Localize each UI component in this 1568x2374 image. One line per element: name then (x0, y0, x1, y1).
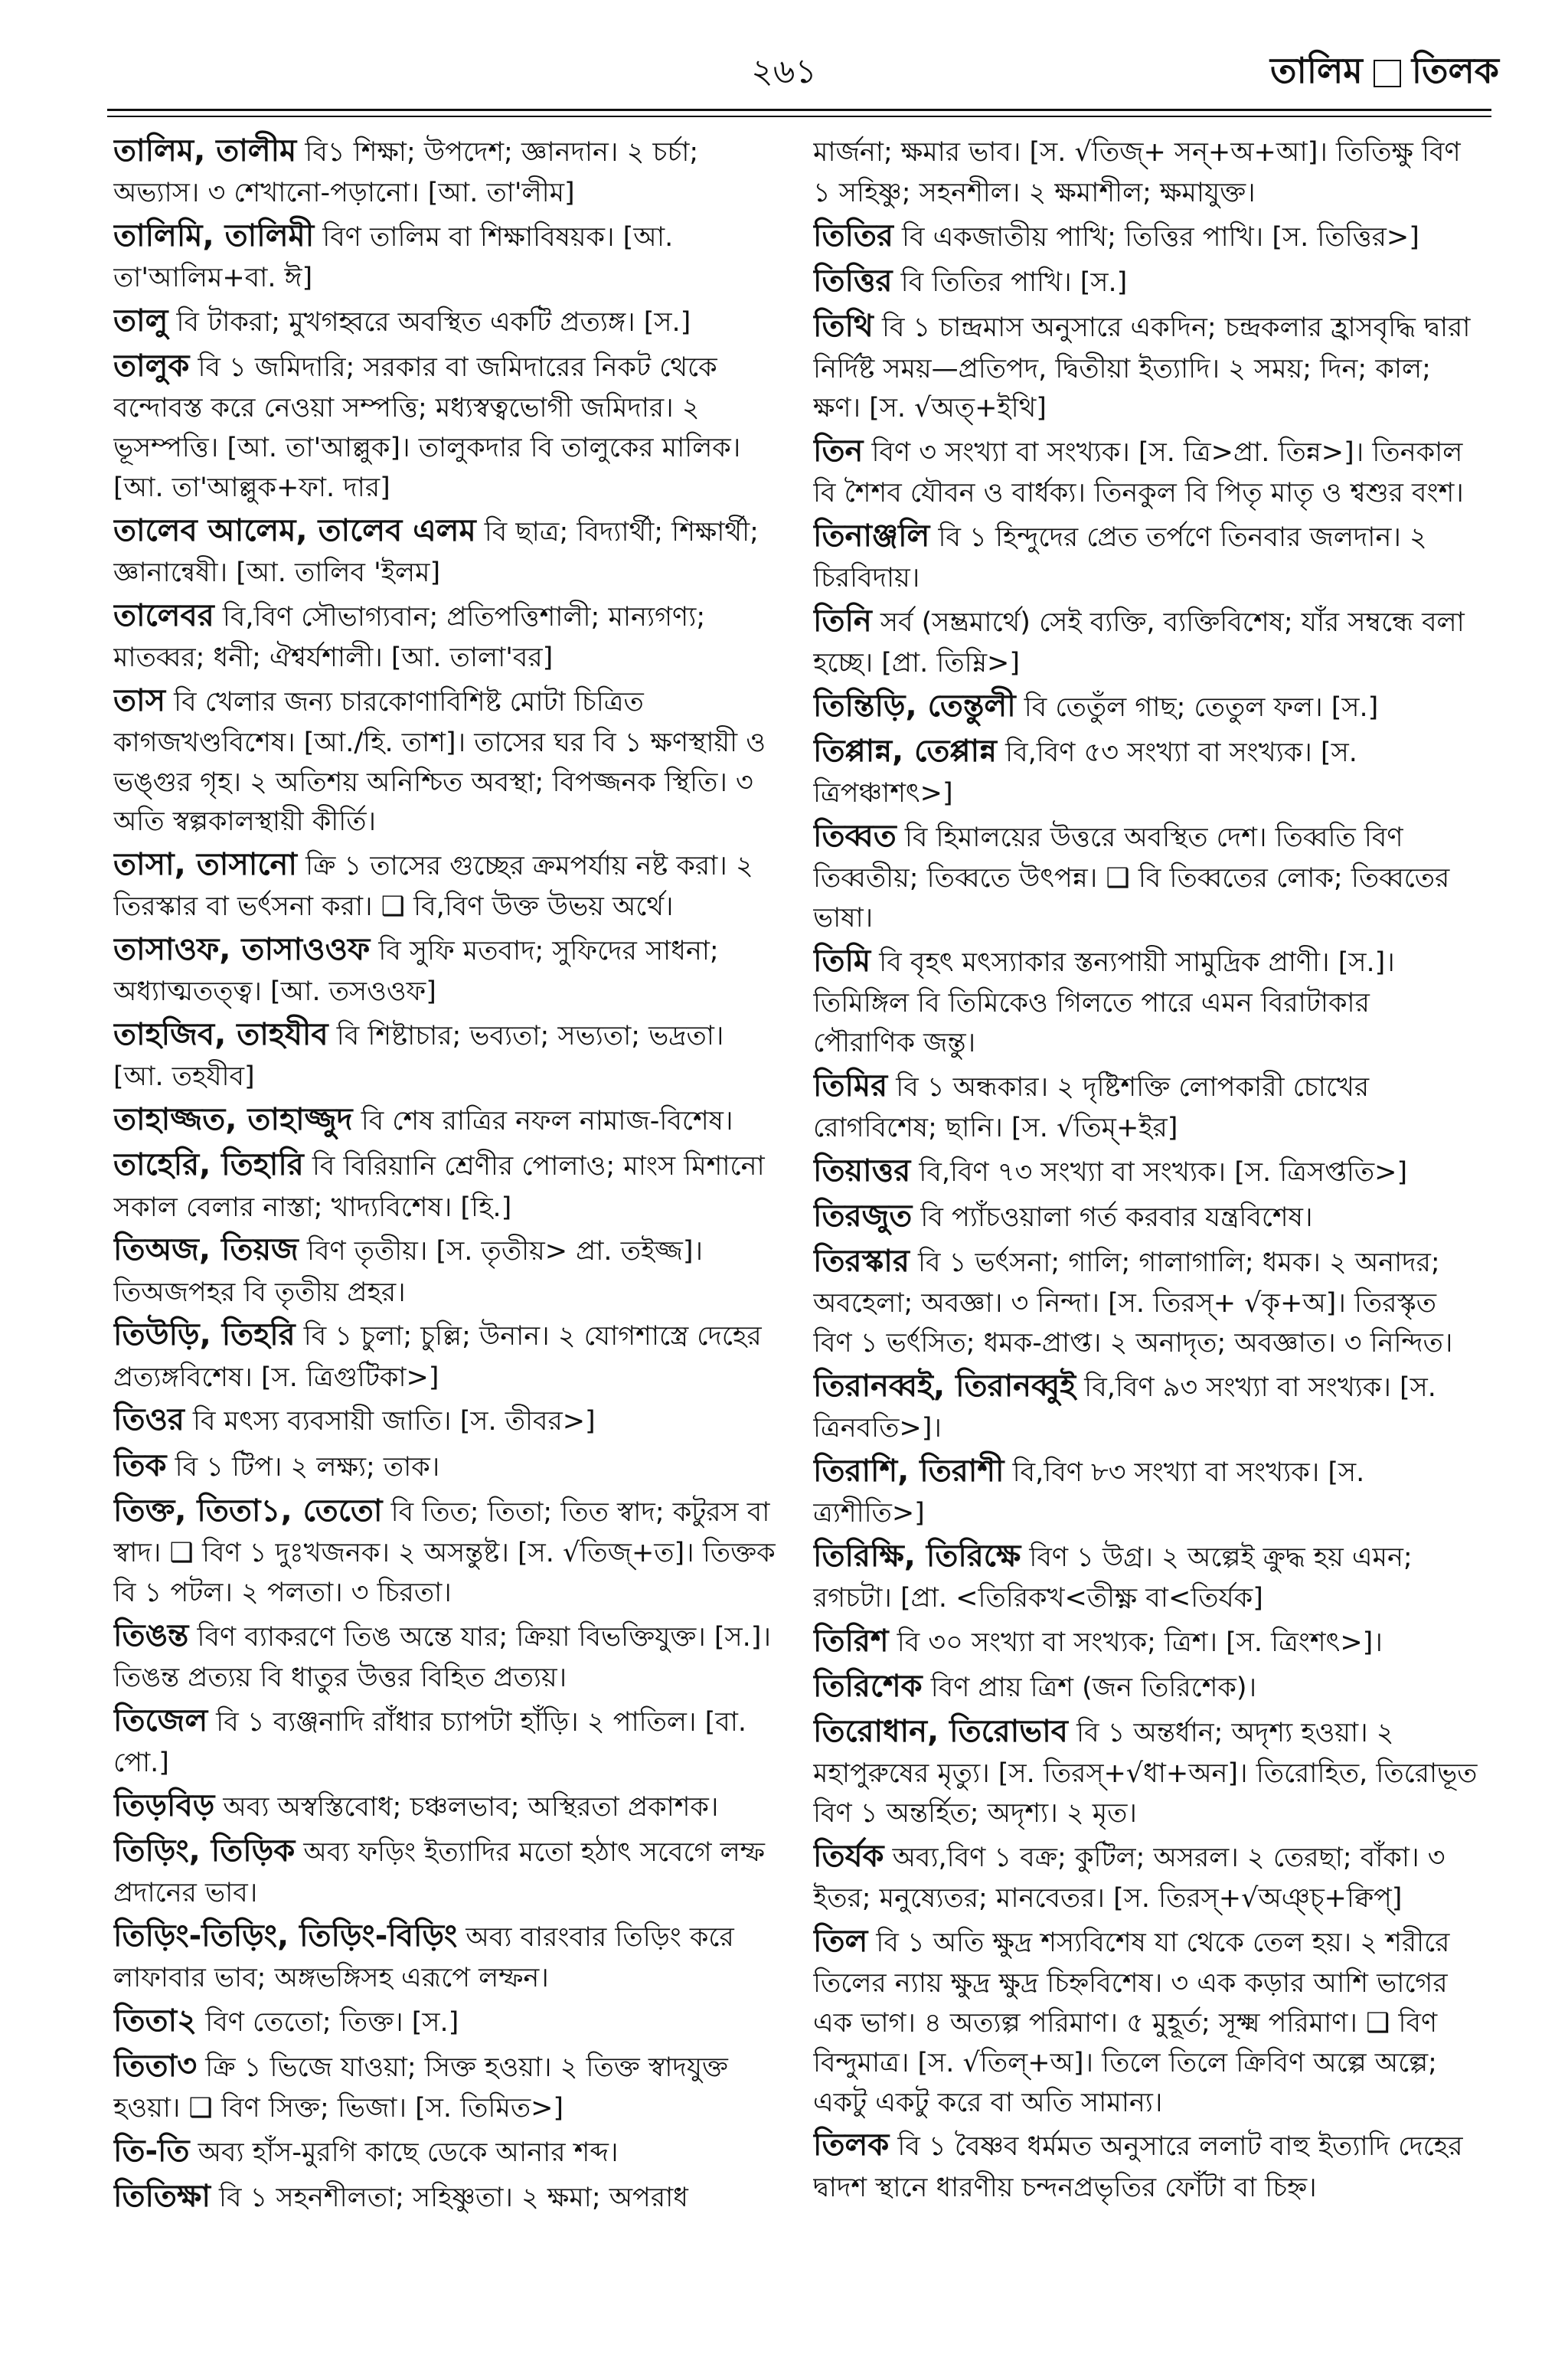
dictionary-entry (113, 594, 779, 679)
entry-headword: তিউড়ি, তিহরি (113, 1317, 296, 1353)
dictionary-entry (813, 939, 1479, 1064)
dictionary-entry (813, 814, 1479, 939)
entry-definition: অব্য অস্বস্তিবোধ; চঞ্চলভাব; অস্থিরতা প্রকাশক। (214, 1791, 719, 1823)
dictionary-entry (813, 1664, 1479, 1709)
entry-headword: তাহাজ্জত, তাহাজ্জুদ (113, 1102, 353, 1138)
entry-headword: তিতা২ (113, 2003, 198, 2039)
dictionary-entry (113, 1097, 779, 1143)
dictionary-entry (113, 1444, 779, 1489)
dictionary-entry (113, 1999, 779, 2044)
header-rule (107, 109, 1491, 117)
entry-definition: বিণ ৩ সংখ্যা বা সংখ্যক। [স. ত্রি>প্রা. তিন্ন>]। তিনকাল বি শৈশব যৌবন ও বার্ধক্য। তিনকুল বি পিতৃ মাতৃ ও শ্বশুর বংশ। (813, 437, 1464, 509)
dictionary-entry (813, 259, 1479, 304)
entry-headword: তিমি (813, 943, 871, 979)
entry-headword: তিরস্কার (813, 1244, 910, 1280)
entry-headword: তিতা৩ (113, 2048, 198, 2084)
entry-definition: বি শেষ রাত্রির নফল নামাজ-বিশেষ। (352, 1106, 733, 1137)
entry-definition: বিণ ১ উগ্র। ২ অল্পেই ক্রুদ্ধ হয় এমন; রগচটা। [প্রা. <তিরিকখ<তীক্ষ্ণ বা<তির্যক] (813, 1542, 1413, 1614)
entry-headword: তিড়িং, তিড়িক (113, 1833, 296, 1869)
entry-headword: তিঅজ, তিয়জ (113, 1232, 299, 1268)
entry-definition: বি প্যাঁচওয়ালা গর্ত করবার যন্ত্রবিশেষ। (912, 1202, 1313, 1233)
entry-definition: অব্য হাঁস-মুরগি কাছে ডেকে আনার শব্দ। (189, 2137, 619, 2168)
entry-headword: তিরজুত (813, 1198, 913, 1234)
dictionary-entry (113, 1143, 779, 1228)
dictionary-entry (113, 1914, 779, 1999)
guide-word-first: তালিম (1270, 50, 1363, 91)
entry-definition: বিণ তালিম বা শিক্ষাবিষয়ক। [আ. তা'আলিম+বা. ঈ] (113, 221, 674, 294)
dictionary-entry (113, 1012, 779, 1097)
dictionary-entry (113, 2129, 779, 2174)
entry-definition: বিণ তৃতীয়। [স. তৃতীয়> প্রা. তইজ্জ]। তিঅজপহর বি তৃতীয় প্রহর। (113, 1236, 704, 1308)
entry-headword: তিমির (813, 1068, 888, 1104)
entry-headword: তিপ্পান্ন, তেপ্পান্ন (813, 734, 997, 770)
dictionary-entry (113, 1784, 779, 1829)
entry-headword: তিন (813, 433, 864, 469)
entry-headword: তিব্বত (813, 819, 897, 855)
entry-definition: অব্য বারংবার তিড়িং করে লাফাবার ভাব; অঙ্গভঙ্গিসহ এরূপে লম্ফন। (113, 1921, 734, 1993)
entry-headword: তালিমি, তালিমী (113, 217, 315, 253)
entry-definition: বি ১ অতি ক্ষুদ্র শস্যবিশেষ যা থেকে তেল হয়। ২ শরীরে তিলের ন্যায় ক্ষুদ্র ক্ষুদ্র চিহ্নবিশেষ। ৩ এক কড়ার আশি ভাগের এক ভাগ। ৪ অত্যল্প পরিমাণ। ৫ মুহূর্ত; সূক্ষ্ম পরিমাণ। ❑ বিণ বিন্দুমাত্র। [স. √তিল্+অ]। তিলে তিলে ক্রিবিণ অল্পে অল্পে; একটু একটু করে বা অতি সামান্য। (813, 1928, 1450, 2118)
dictionary-entry (813, 429, 1479, 514)
entry-headword: তিত্তির (813, 263, 893, 299)
entry-definition: বি,বিণ ৫৩ সংখ্যা বা সংখ্যক। [স. ত্রিপঞ্চাশৎ>] (813, 737, 1357, 809)
entry-definition: বি বিরিয়ানি শ্রেণীর পোলাও; মাংস মিশানো সকাল বেলার নাস্তা; খাদ্যবিশেষ। [হি.] (113, 1151, 765, 1223)
dictionary-entry (113, 1614, 779, 1699)
dictionary-entry (113, 508, 779, 594)
dictionary-entry (813, 1534, 1479, 1619)
entry-definition: অব্য ফড়িং ইত্যাদির মতো হঠাৎ সবেগে লম্ফ প্রদানের ভাব। (113, 1836, 765, 1908)
entry-headword: তি-তি (113, 2133, 190, 2169)
dictionary-entry (113, 2044, 779, 2129)
entry-definition: বি ১ সহনশীলতা; সহিষ্ণুতা। ২ ক্ষমা; অপরাধ (210, 2183, 688, 2214)
entry-headword: তালুক (113, 348, 190, 384)
dictionary-entry (113, 1829, 779, 1914)
entry-definition: বি তিতির পাখি। [স.] (892, 267, 1128, 299)
dictionary-entry (813, 729, 1479, 814)
dictionary-entry (113, 2174, 779, 2219)
entry-headword: তিঙন্ত (113, 1617, 189, 1653)
entry-definition: বি ছাত্র; বিদ্যার্থী; শিক্ষার্থী; জ্ঞানান্বেষী। [আ. তালিব 'ইলম] (113, 516, 759, 588)
entry-definition: বি ১ জমিদারি; সরকার বা জমিদারের নিকট থেকে বন্দোবস্ত করে নেওয়া সম্পত্তি; মধ্যস্বত্বভোগী জমিদার। ২ ভূসম্পত্তি। [আ. তা'আল্লুক]। তালুকদার বি তালুকের মালিক। [আ. তা'আল্লুক+ফা. দার] (113, 352, 741, 503)
entry-definition: বি ১ অন্ধকার। ২ দৃষ্টিশক্তি লোপকারী চোখের রোগবিশেষ; ছানি। [স. √তিম্+ইর] (813, 1071, 1370, 1144)
dictionary-entry (813, 684, 1479, 729)
dictionary-entry (813, 304, 1479, 429)
entry-headword: তাহেরি, তিহারি (113, 1147, 304, 1183)
dictionary-entry (813, 1449, 1479, 1534)
left-column (113, 129, 779, 2334)
entry-headword: তিনি (813, 603, 872, 639)
dictionary-entry (813, 514, 1479, 599)
entry-definition: বি একজাতীয় পাখি; তিত্তির পাখি। [স. তিত্তির>] (893, 221, 1419, 253)
entry-headword: তিরোধান, তিরোভাব (813, 1714, 1068, 1750)
dictionary-entry (113, 1313, 779, 1398)
entry-headword: তিল (813, 1924, 868, 1960)
entry-definition: সর্ব (সম্ভ্রমার্থে) সেই ব্যক্তি, ব্যক্তিবিশেষ; যাঁর সম্বন্ধে বলা হচ্ছে। [প্রা. তিম্নি>] (813, 607, 1465, 679)
entry-definition: বি ১ বৈষ্ণব ধর্মমত অনুসারে ললাট বাহু ইত্যাদি দেহের দ্বাদশ স্থানে ধারণীয় চন্দনপ্রভৃতির ফোঁটা বা চিহ্ন। (813, 2131, 1463, 2203)
dictionary-entry (813, 1239, 1479, 1364)
dictionary-entry (113, 1489, 779, 1614)
dictionary-entry (813, 214, 1479, 259)
entry-definition: বি,বিণ ৭৩ সংখ্যা বা সংখ্যক। [স. ত্রিসপ্ততি>] (910, 1156, 1408, 1188)
entry-definition: বি হিমালয়ের উত্তরে অবস্থিত দেশ। তিব্বতি বিণ তিব্বতীয়; তিব্বতে উৎপন্ন। ❑ বি তিব্বতের লোক; তিব্বতের ভাষা। (813, 822, 1450, 934)
entry-definition: বি ১ টিপ। ২ লক্ষ্য; তাক। (166, 1451, 440, 1483)
entry-definition: ক্রি ১ তাসের গুচ্ছের ক্রমপর্যায় নষ্ট করা। ২ তিরস্কার বা ভর্ৎসনা করা। ❑ বি,বিণ উক্ত উভয় অর্থে। (113, 851, 753, 923)
entry-definition: বি ১ ব্যঞ্জনাদি রাঁধার চ্যাপটা হাঁড়ি। ২ পাতিল। [বা. পো.] (113, 1706, 747, 1778)
entry-headword: তিরিক্ষি, তিরিক্ষে (813, 1538, 1021, 1574)
page-number: ২৬১ (751, 52, 817, 91)
entry-definition: বি,বিণ সৌভাগ্যবান; প্রতিপত্তিশালী; মান্যগণ্য; মাতব্বর; ধনী; ঐশ্বর্যশালী। [আ. তালা'বর] (113, 601, 706, 673)
entry-headword: তিরানব্বই, তিরানব্বুই (813, 1368, 1076, 1404)
right-column (813, 129, 1479, 2334)
entry-headword: তিন্তিড়ি, তেন্তুলী (813, 688, 1016, 724)
entry-headword: তিরিশেক (813, 1669, 923, 1705)
entry-headword: তালেব আলেম, তালেব এলম (113, 512, 476, 548)
entry-definition: বি ১ অন্তর্ধান; অদৃশ্য হওয়া। ২ মহাপুরুষের মৃত্যু। [স. তিরস্+√ধা+অন]। তিরোহিত, তিরোভূত বিণ ১ অন্তর্হিত; অদৃশ্য। ২ মৃত। (813, 1718, 1478, 1830)
dictionary-entry (113, 344, 779, 508)
entry-definition: বি তেতুঁল গাছ; তেতুল ফল। [স.] (1015, 692, 1379, 724)
entry-headword: তালেবর (113, 597, 214, 633)
dictionary-entry (113, 679, 779, 843)
entry-headword: তালু (113, 302, 168, 338)
entry-definition: বি ১ চান্দ্রমাস অনুসারে একদিন; চন্দ্রকলার হ্রাসবৃদ্ধি দ্বারা নির্দিষ্ট সময়—প্রতিপদ, দ্বিতীয়া ইত্যাদি। ২ সময়; দিন; কাল; ক্ষণ। [স. √অত্+ইথি] (813, 312, 1471, 424)
dictionary-entry (113, 214, 779, 299)
entry-headword: তিজেল (113, 1702, 208, 1738)
entry-definition: বি ১ চুলা; চুল্লি; উনান। ২ যোগশাস্ত্রে দেহের প্রত্যঙ্গবিশেষ। [স. ত্রিগুটিকা>] (113, 1321, 762, 1393)
entry-headword: তিক (113, 1447, 167, 1483)
entry-definition: মার্জনা; ক্ষমার ভাব। [স. √তিজ্+ সন্+অ+আ]। তিতিক্ষু বিণ ১ সহিষ্ণু; সহনশীল। ২ ক্ষমাশীল; ক্ষমাযুক্ত। (813, 137, 1461, 209)
entry-definition: বি ১ হিন্দুদের প্রেত তর্পণে তিনবার জলদান। ২ চিরবিদায়। (813, 522, 1427, 594)
entry-headword: তাস (113, 682, 166, 718)
entry-definition: বি সুফি মতবাদ; সুফিদের সাধনা; অধ্যাত্মতত্ত্ব। [আ. তসওওফ] (113, 936, 719, 1008)
entry-definition: অব্য,বিণ ১ বক্র; কুটিল; অসরল। ২ তেরছা; বাঁকা। ৩ ইতর; মনুষ্যেতর; মানবেতর। [স. তিরস্+√অঞ্চ্+ক্বিপ্] (813, 1843, 1446, 1915)
dictionary-entry (813, 1194, 1479, 1239)
entry-headword: তিতির (813, 217, 893, 253)
dictionary-entry (813, 1149, 1479, 1194)
entry-headword: তাসা, তাসানো (113, 847, 297, 883)
dictionary-entry (813, 1364, 1479, 1449)
entry-definition: বি টাকরা; মুখগহ্বরে অবস্থিত একটি প্রত্যঙ্গ। [স.] (168, 306, 691, 338)
entry-definition: বি বৃহৎ মৎস্যাকার স্তন্যপায়ী সামুদ্রিক প্রাণী। [স.]। তিমিঙ্গিল বি তিমিকেও গিলতে পারে এমন বিরাটাকার পৌরাণিক জন্তু। (813, 947, 1395, 1059)
guide-box-icon (1374, 60, 1401, 87)
entry-definition: বি মৎস্য ব্যবসায়ী জাতি। [স. তীবর>] (184, 1406, 596, 1437)
dictionary-entry (813, 1834, 1479, 1919)
dictionary-entry (813, 599, 1479, 684)
dictionary-entry (813, 1919, 1479, 2123)
guide-words (1270, 44, 1499, 103)
entry-headword: তিরিশ (813, 1623, 889, 1659)
dictionary-entry (813, 2123, 1479, 2208)
entry-headword: তিয়াত্তর (813, 1153, 911, 1189)
dictionary-entry (813, 1619, 1479, 1664)
entry-headword: তিড়বিড় (113, 1787, 215, 1823)
entry-headword: তিড়িং-তিড়িং, তিড়িং-বিড়িং (113, 1918, 458, 1954)
entry-headword: তিলক (813, 2127, 890, 2163)
entry-definition: বি তিত; তিতা; তিত স্বাদ; কটুরস বা স্বাদ। ❑ বিণ ১ দুঃখজনক। ২ অসন্তুষ্ট। [স. √তিজ্+ত]। তিক্তক বি ১ পটল। ২ পলতা। ৩ চিরতা। (113, 1496, 776, 1608)
dictionary-entry (113, 842, 779, 927)
entry-definition: বি ৩০ সংখ্যা বা সংখ্যক; ত্রিশ। [স. ত্রিংশৎ>]। (888, 1627, 1383, 1658)
entry-definition: বি ১ ভর্ৎসনা; গালি; গালাগালি; ধমক। ২ অনাদর; অবহেলা; অবজ্ঞা। ৩ নিন্দা। [স. তিরস্+ √কৃ+অ]। তিরস্কৃত বিণ ১ ভর্ৎসিত; ধমক-প্রাপ্ত। ২ অনাদৃত; অবজ্ঞাত। ৩ নিন্দিত। (813, 1247, 1453, 1359)
dictionary-entry (813, 1064, 1479, 1149)
dictionary-entry (113, 299, 779, 344)
entry-definition: বি খেলার জন্য চারকোণাবিশিষ্ট মোটা চিত্রিত কাগজখণ্ডবিশেষ। [আ./হি. তাশ]। তাসের ঘর বি ১ ক্ষণস্থায়ী ও ভঙ্গুর গৃহ। ২ অতিশয় অনিশ্চিত অবস্থা; বিপজ্জনক স্থিতি। ৩ অতি স্বল্পকালস্থায়ী কীর্তি। (113, 686, 766, 838)
entry-headword: তিওর (113, 1402, 185, 1438)
entry-definition: বি,বিণ ৮৩ সংখ্যা বা সংখ্যক। [স. ত্র্যশীতি>] (813, 1457, 1365, 1529)
entry-definition: বি১ শিক্ষা; উপদেশ; জ্ঞানদান। ২ চর্চা; অভ্যাস। ৩ শেখানো-পড়ানো। [আ. তা'লীম] (113, 137, 699, 209)
entry-headword: তিক্ত, তিতা১, তেতো (113, 1493, 383, 1529)
dictionary-entry (113, 1699, 779, 1784)
entry-definition: বি,বিণ ৯৩ সংখ্যা বা সংখ্যক। [স. ত্রিনবতি>]। (813, 1372, 1436, 1444)
entry-definition: ক্রি ১ ভিজে যাওয়া; সিক্ত হওয়া। ২ তিক্ত স্বাদযুক্ত হওয়া। ❑ বিণ সিক্ত; ভিজা। [স. তিমিত>] (113, 2052, 728, 2124)
entry-definition: বিণ তেতো; তিক্ত। [স.] (197, 2006, 459, 2038)
entry-definition: বিণ ব্যাকরণে তিঙ অন্তে যার; ক্রিয়া বিভক্তিযুক্ত। [স.]। তিঙন্ত প্রত্যয় বি ধাতুর উত্তর বিহিত প্রত্যয়। (113, 1621, 771, 1693)
dictionary-entry (113, 1228, 779, 1313)
entry-headword: তির্যক (813, 1839, 884, 1875)
dictionary-entry (813, 1709, 1479, 1834)
entry-headword: তিথি (813, 309, 874, 345)
entry-headword: তিরাশি, তিরাশী (813, 1453, 1004, 1489)
entry-headword: তিনাঞ্জলি (813, 518, 930, 554)
dictionary-entry (113, 129, 779, 214)
entry-headword: তিতিক্ষা (113, 2179, 211, 2215)
dictionary-entry (113, 1398, 779, 1443)
entry-headword: তালিম, তালীম (113, 133, 297, 168)
dictionary-entry (113, 927, 779, 1012)
entry-headword: তাহজিব, তাহযীব (113, 1017, 328, 1053)
entry-definition: বি শিষ্টাচার; ভব্যতা; সভ্যতা; ভদ্রতা। [আ. তহযীব] (113, 1021, 724, 1093)
guide-word-last: তিলক (1411, 50, 1499, 91)
entry-headword: তাসাওফ, তাসাওওফ (113, 932, 371, 968)
entry-definition: বিণ প্রায় ত্রিশ (জন তিরিশেক)। (922, 1673, 1257, 1704)
dictionary-entry (813, 129, 1479, 214)
